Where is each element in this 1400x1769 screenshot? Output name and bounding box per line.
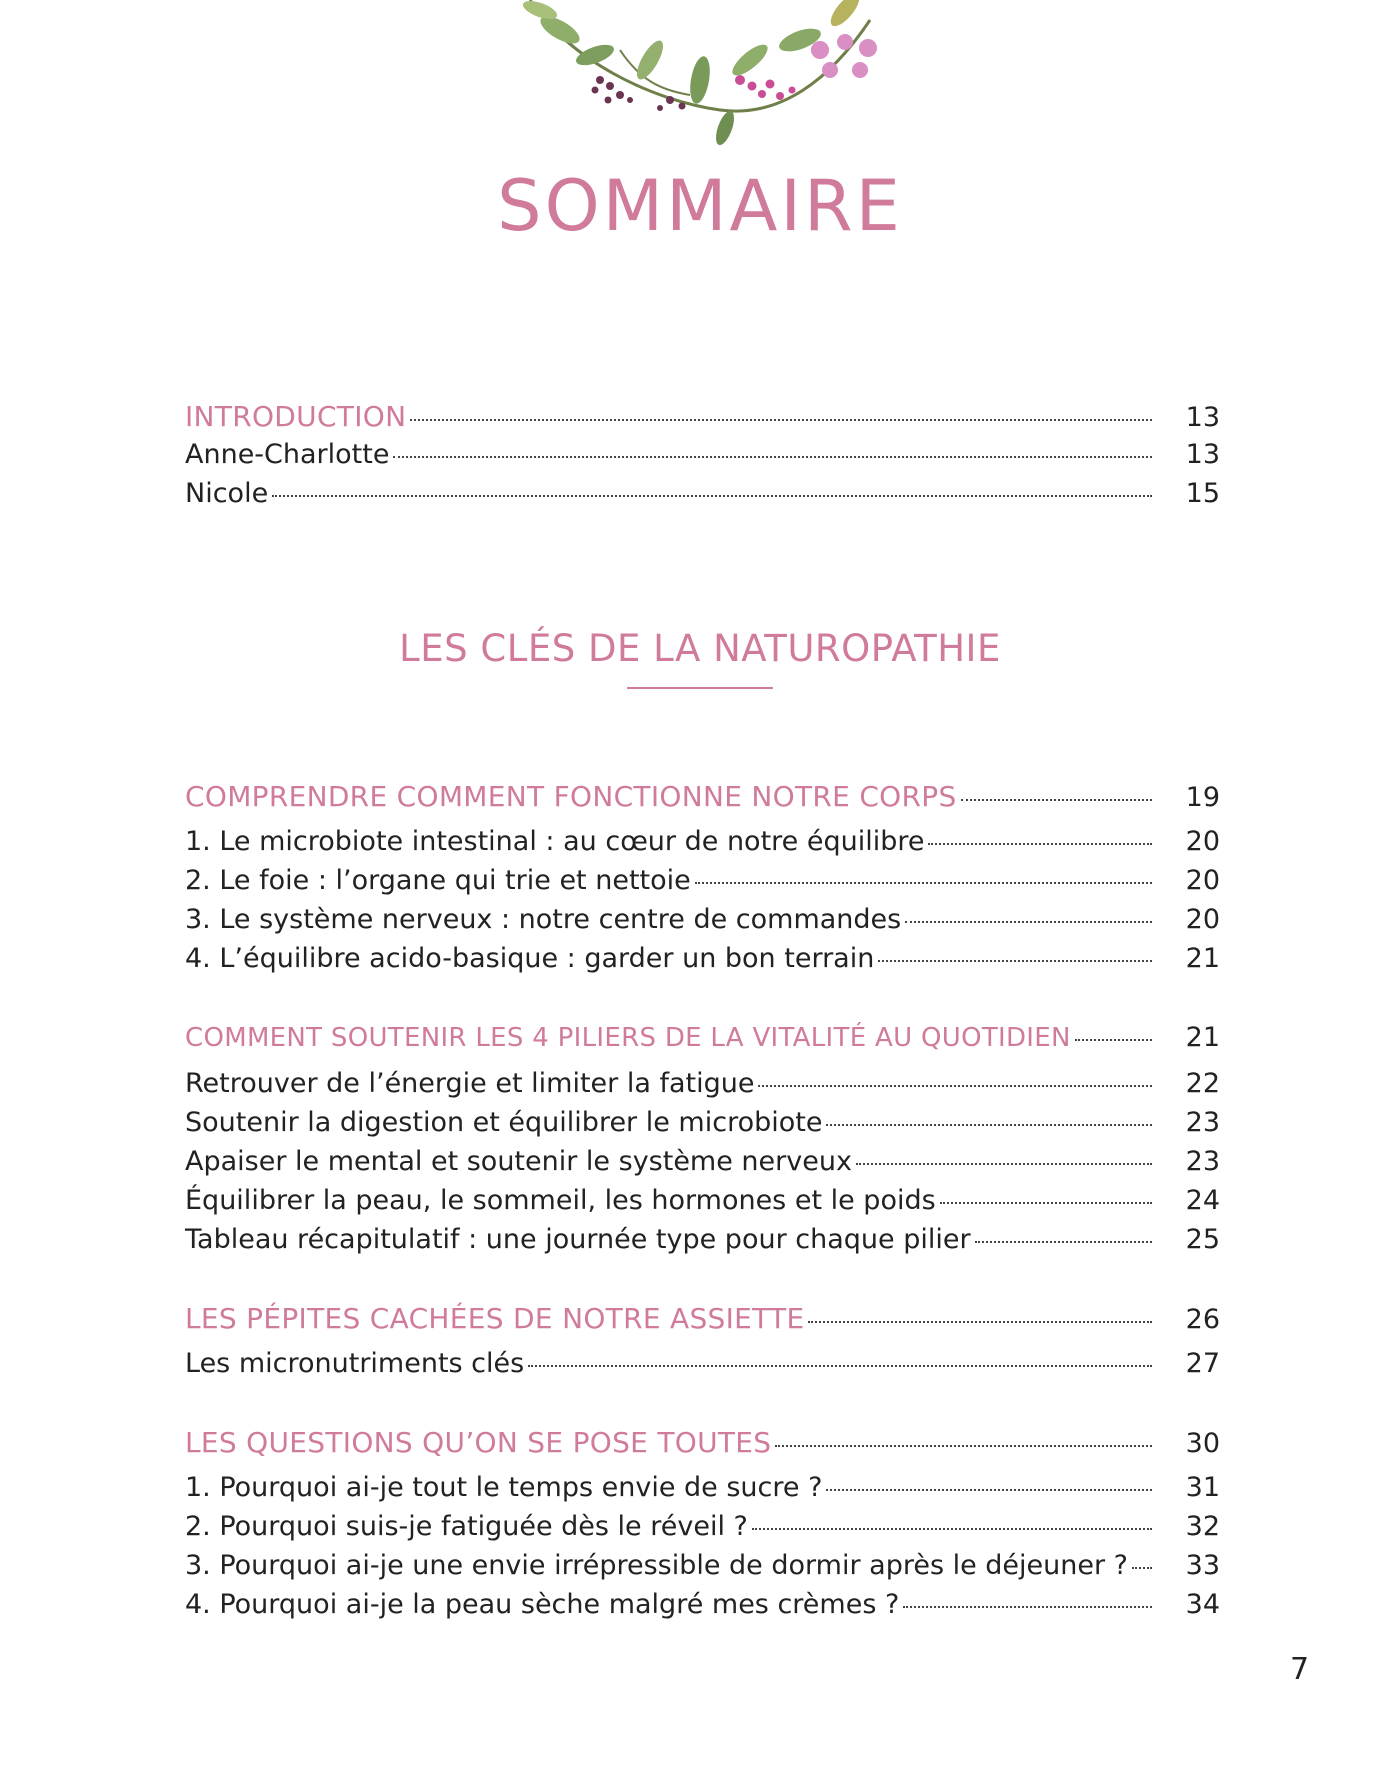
dot-leader bbox=[975, 1241, 1152, 1243]
toc-item-label: Soutenir la digestion et équilibrer le microbiote bbox=[185, 1107, 823, 1138]
toc-item-label: 3. Pourquoi ai-je une envie irrépressible de dormir après le déjeuner ? bbox=[185, 1550, 1129, 1581]
dot-leader bbox=[1075, 1039, 1152, 1041]
toc-heading-label: INTRODUCTION bbox=[185, 400, 407, 433]
toc-page-number: 22 bbox=[1185, 1068, 1220, 1099]
dot-leader bbox=[826, 1124, 1152, 1126]
dot-leader bbox=[1132, 1567, 1152, 1569]
dot-leader bbox=[905, 921, 1152, 923]
toc-page-number: 15 bbox=[1185, 478, 1220, 509]
toc-item[interactable] bbox=[185, 1224, 1220, 1264]
toc-item[interactable] bbox=[185, 1068, 1220, 1108]
toc-item-label: Nicole bbox=[185, 478, 269, 509]
toc-page-number: 26 bbox=[1185, 1304, 1220, 1335]
toc-item[interactable] bbox=[185, 1472, 1220, 1512]
toc-page-number: 25 bbox=[1185, 1224, 1220, 1255]
floral-wreath-illustration bbox=[500, 0, 900, 150]
dot-leader bbox=[410, 419, 1152, 421]
toc-item-label: Retrouver de l’énergie et limiter la fatigue bbox=[185, 1068, 755, 1099]
toc-item-label: Apaiser le mental et soutenir le système nerveux bbox=[185, 1146, 852, 1177]
toc-heading-label: COMMENT SOUTENIR LES 4 PILIERS DE LA VITALITÉ AU QUOTIDIEN bbox=[185, 1023, 1071, 1053]
toc-item[interactable] bbox=[185, 1511, 1220, 1551]
toc-item[interactable] bbox=[185, 1589, 1220, 1629]
dot-leader bbox=[878, 960, 1152, 962]
toc-page-number: 19 bbox=[1185, 782, 1220, 813]
toc-item-label: 1. Le microbiote intestinal : au cœur de notre équilibre bbox=[185, 826, 925, 857]
toc-item[interactable] bbox=[185, 1550, 1220, 1590]
dot-leader bbox=[856, 1163, 1152, 1165]
toc-page-number: 32 bbox=[1185, 1511, 1220, 1542]
toc-heading-label: LES QUESTIONS QU’ON SE POSE TOUTES bbox=[185, 1426, 772, 1459]
toc-page-number: 21 bbox=[1185, 943, 1220, 974]
toc-page-number: 33 bbox=[1185, 1550, 1220, 1581]
toc-item-label: 4. Pourquoi ai-je la peau sèche malgré mes crèmes ? bbox=[185, 1589, 900, 1620]
toc-item[interactable] bbox=[185, 478, 1220, 518]
toc-item-label: Anne-Charlotte bbox=[185, 439, 390, 470]
folio-page-number: 7 bbox=[1290, 1652, 1310, 1687]
toc-item-label: Tableau récapitulatif : une journée type pour chaque pilier bbox=[185, 1224, 971, 1255]
toc-page-number: 27 bbox=[1185, 1348, 1220, 1379]
section-divider bbox=[627, 687, 773, 689]
toc-page-number: 23 bbox=[1185, 1107, 1220, 1138]
dot-leader bbox=[272, 495, 1152, 497]
toc-page-number: 30 bbox=[1185, 1428, 1220, 1459]
dot-leader bbox=[961, 799, 1152, 801]
toc-heading-label: LES PÉPITES CACHÉES DE NOTRE ASSIETTE bbox=[185, 1302, 805, 1335]
dot-leader bbox=[695, 882, 1152, 884]
toc-page-number: 13 bbox=[1185, 402, 1220, 433]
toc-item[interactable] bbox=[185, 1146, 1220, 1186]
toc-page-number: 20 bbox=[1185, 826, 1220, 857]
dot-leader bbox=[775, 1445, 1152, 1447]
toc-item-label: 2. Pourquoi suis-je fatiguée dès le réveil ? bbox=[185, 1511, 748, 1542]
toc-item[interactable] bbox=[185, 826, 1220, 866]
dot-leader bbox=[928, 843, 1152, 845]
dot-leader bbox=[752, 1528, 1152, 1530]
toc-page-number: 24 bbox=[1185, 1185, 1220, 1216]
toc-page-number: 31 bbox=[1185, 1472, 1220, 1503]
toc-page-number: 20 bbox=[1185, 865, 1220, 896]
toc-item[interactable] bbox=[185, 904, 1220, 944]
toc-heading-label: COMPRENDRE COMMENT FONCTIONNE NOTRE CORPS bbox=[185, 780, 957, 813]
dot-leader bbox=[940, 1202, 1152, 1204]
toc-item-label: Équilibrer la peau, le sommeil, les hormones et le poids bbox=[185, 1185, 936, 1216]
toc-page-number: 20 bbox=[1185, 904, 1220, 935]
toc-item[interactable] bbox=[185, 1185, 1220, 1225]
toc-item-label: 4. L’équilibre acido-basique : garder un bon terrain bbox=[185, 943, 875, 974]
dot-leader bbox=[393, 456, 1152, 458]
toc-heading-introduction[interactable] bbox=[185, 400, 1220, 440]
dot-leader bbox=[528, 1365, 1152, 1367]
page-title: SOMMAIRE bbox=[497, 165, 903, 247]
toc-item-label: 2. Le foie : l’organe qui trie et nettoie bbox=[185, 865, 691, 896]
toc-heading[interactable] bbox=[185, 1426, 1220, 1466]
toc-item[interactable] bbox=[185, 439, 1220, 479]
dot-leader bbox=[758, 1085, 1152, 1087]
toc-item[interactable] bbox=[185, 943, 1220, 983]
toc-page-number: 34 bbox=[1185, 1589, 1220, 1620]
toc-page-number: 23 bbox=[1185, 1146, 1220, 1177]
toc-item[interactable] bbox=[185, 865, 1220, 905]
toc-page-number: 21 bbox=[1185, 1022, 1220, 1053]
toc-item-label: 3. Le système nerveux : notre centre de commandes bbox=[185, 904, 902, 935]
toc-item-label: 1. Pourquoi ai-je tout le temps envie de sucre ? bbox=[185, 1472, 823, 1503]
toc-heading[interactable] bbox=[185, 780, 1220, 820]
toc-item[interactable] bbox=[185, 1348, 1220, 1388]
dot-leader bbox=[826, 1489, 1152, 1491]
section-title: LES CLÉS DE LA NATUROPATHIE bbox=[399, 627, 1001, 670]
dot-leader bbox=[808, 1321, 1152, 1323]
toc-item[interactable] bbox=[185, 1107, 1220, 1147]
dot-leader bbox=[903, 1606, 1152, 1608]
toc-page-number: 13 bbox=[1185, 439, 1220, 470]
toc-heading[interactable] bbox=[185, 1022, 1220, 1062]
toc-heading[interactable] bbox=[185, 1302, 1220, 1342]
toc-item-label: Les micronutriments clés bbox=[185, 1348, 525, 1379]
